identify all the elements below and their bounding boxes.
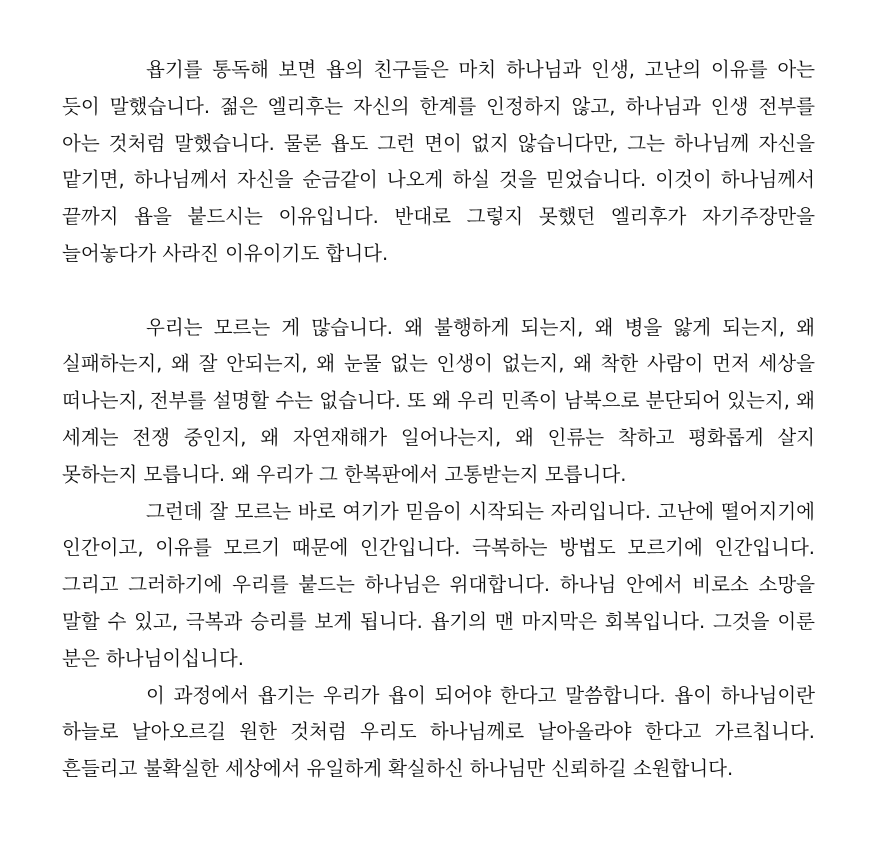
paragraph-3: 그런데 잘 모르는 바로 여기가 믿음이 시작되는 자리입니다. 고난에 떨어지기에 인간이고, 이유를 모르기 때문에 인간입니다. 극복하는 방법도 모르기에 인간입니다. 그리고 그러하기에 우리를 붙드는 하나님은 위대합니다. 하나님 안에서 비로소 소망을 말할 수 있고, 극복과 승리를 보게 됩니다. 욥기의 맨 마지막은 회복입니다. 그것을 이룬 분은 하나님이십니다. xyxy=(62,499,815,670)
paragraph-2: 우리는 모르는 게 많습니다. 왜 불행하게 되는지, 왜 병을 앓게 되는지, 왜 실패하는지, 왜 잘 안되는지, 왜 눈물 없는 인생이 없는지, 왜 착한 사람이 먼저 세상을 떠나는지, 전부를 설명할 수는 없습니다. 또 왜 우리 민족이 남북으로 분단되어 있는지, 왜 세계는 전쟁 중인지, 왜 자연재해가 일어나는지, 왜 인류는 착하고 평화롭게 살지 못하는지 모릅니다. 왜 우리가 그 한복판에서 고통받는지 모릅니다. xyxy=(62,315,815,486)
paragraph-1: 욥기를 통독해 보면 욥의 친구들은 마치 하나님과 인생, 고난의 이유를 아는 듯이 말했습니다. 젊은 엘리후는 자신의 한계를 인정하지 않고, 하나님과 인생 전부를 아는 것처럼 말했습니다. 물론 욥도 그런 면이 없지 않습니다만, 그는 하나님께 자신을 맡기면, 하나님께서 자신을 순금같이 나오게 하실 것을 믿었습니다. 이것이 하나님께서 끝까지 욥을 붙드시는 이유입니다. 반대로 그렇지 못했던 엘리후가 자기주장만을 늘어놓다가 사라진 이유이기도 합니다. xyxy=(62,58,815,265)
paragraph-4: 이 과정에서 욥기는 우리가 욥이 되어야 한다고 말씀합니다. 욥이 하나님이란 하늘로 날아오르길 원한 것처럼 우리도 하나님께로 날아올라야 한다고 가르칩니다. 흔들리고 불확실한 세상에서 유일하게 확실하신 하나님만 신뢰하길 소원합니다. xyxy=(62,683,815,781)
paragraph-spacer xyxy=(62,273,815,310)
